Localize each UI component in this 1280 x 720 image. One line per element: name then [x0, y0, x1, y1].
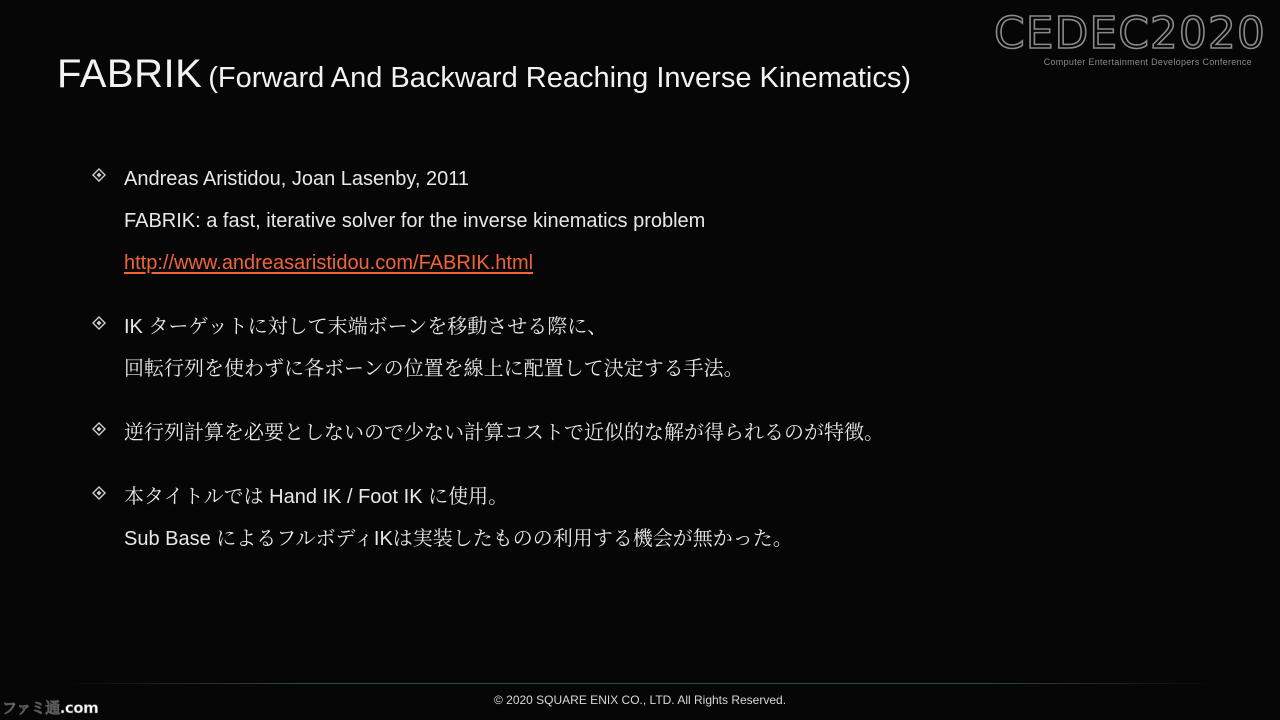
footer-divider [60, 683, 1220, 684]
bullet-line: Andreas Aristidou, Joan Lasenby, 2011 [124, 168, 470, 190]
slide-title [57, 52, 911, 97]
diamond-bullet-icon [92, 316, 106, 330]
title-subtitle: (Forward And Backward Reaching Inverse Kinematics) [208, 62, 912, 94]
bullet-list [92, 158, 1212, 582]
bullet-item [92, 158, 1212, 284]
bullet-line: 逆行列計算を必要としないので少ない計算コストで近似的な解が得られるのが特徴。 [124, 422, 884, 444]
copyright-notice: © 2020 SQUARE ENIX CO., LTD. All Rights Reserved. [493, 693, 787, 707]
site-watermark: ファミ通.com [2, 699, 99, 717]
logo-subtitle: Computer Entertainment Developers Conference [1043, 57, 1252, 67]
bullet-line: 本タイトルでは Hand IK / Foot IK に使用。 [124, 486, 509, 508]
logo-text: CEDEC2020 [994, 8, 1266, 59]
bullet-line: Sub Base によるフルボディIKは実装したものの利用する機会が無かった。 [124, 528, 793, 550]
bullet-item [92, 412, 1212, 454]
reference-link[interactable]: http://www.andreasaristidou.com/FABRIK.html [124, 252, 534, 274]
title-main: FABRIK [57, 52, 203, 96]
bullet-line: 回転行列を使わずに各ボーンの位置を線上に配置して決定する手法。 [124, 358, 744, 380]
diamond-bullet-icon [92, 486, 106, 500]
bullet-line: IK ターゲットに対して末端ボーンを移動させる際に、 [124, 316, 608, 338]
diamond-bullet-icon [92, 168, 106, 182]
bullet-item [92, 476, 1212, 560]
bullet-line: FABRIK: a fast, iterative solver for the inverse kinematics problem [124, 210, 706, 232]
diamond-bullet-icon [92, 422, 106, 436]
bullet-item [92, 306, 1212, 390]
cedec-logo [994, 8, 1266, 70]
